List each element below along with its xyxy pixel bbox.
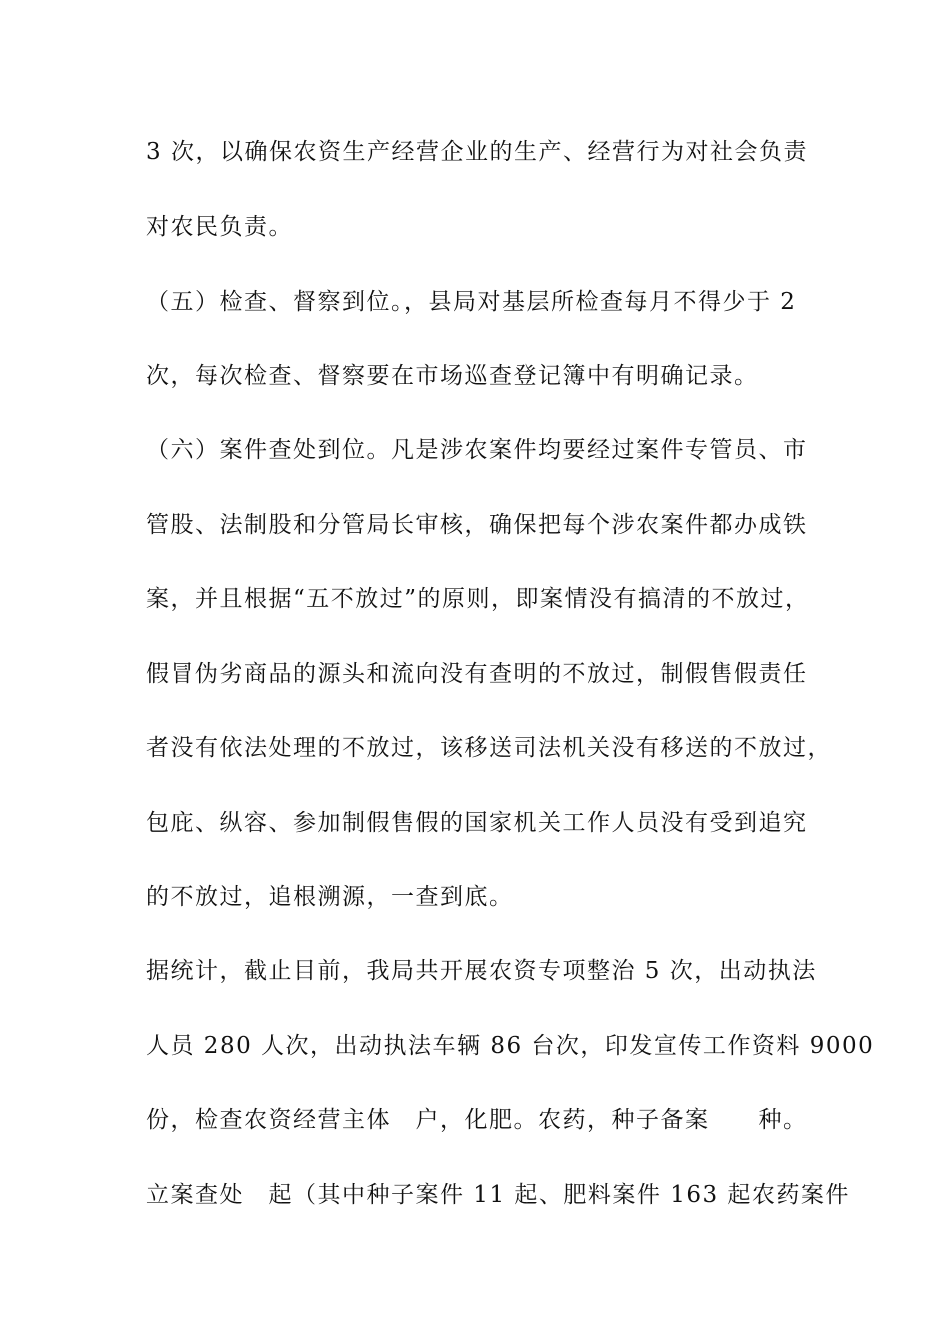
text-line: 者没有依法处理的不放过，该移送司法机关没有移送的不放过， [146, 735, 832, 761]
text-line: 包庇、纵容、参加制假售假的国家机关工作人员没有受到追究 [146, 810, 808, 836]
text-line: （五）检查、督察到位。，县局对基层所检查每月不得少于 2 [146, 289, 797, 315]
text-line: 份，检查农资经营主体 户，化肥。农药，种子备案 种。 [146, 1107, 808, 1133]
text-line: 的不放过，追根溯源，一查到底。 [146, 884, 514, 910]
text-line: 次，每次检查、督察要在市场巡查登记簿中有明确记录。 [146, 363, 759, 389]
text-line: 管股、法制股和分管局长审核，确保把每个涉农案件都办成铁 [146, 512, 808, 538]
text-line: 人员 280 人次，出动执法车辆 86 台次，印发宣传工作资料 9000 [146, 1033, 875, 1059]
text-line: （六）案件查处到位。凡是涉农案件均要经过案件专管员、市 [146, 437, 808, 463]
text-line: 假冒伪劣商品的源头和流向没有查明的不放过，制假售假责任 [146, 661, 808, 687]
text-line: 据统计，截止目前，我局共开展农资专项整治 5 次，出动执法 [146, 958, 817, 984]
text-line: 对农民负责。 [146, 214, 293, 240]
text-line: 立案查处 起（其中种子案件 11 起、肥料案件 163 起农药案件 [146, 1182, 850, 1208]
text-line: 案，并且根据“五不放过”的原则，即案情没有搞清的不放过， [146, 586, 810, 612]
text-line: 3 次，以确保农资生产经营企业的生产、经营行为对社会负责 [146, 139, 808, 165]
